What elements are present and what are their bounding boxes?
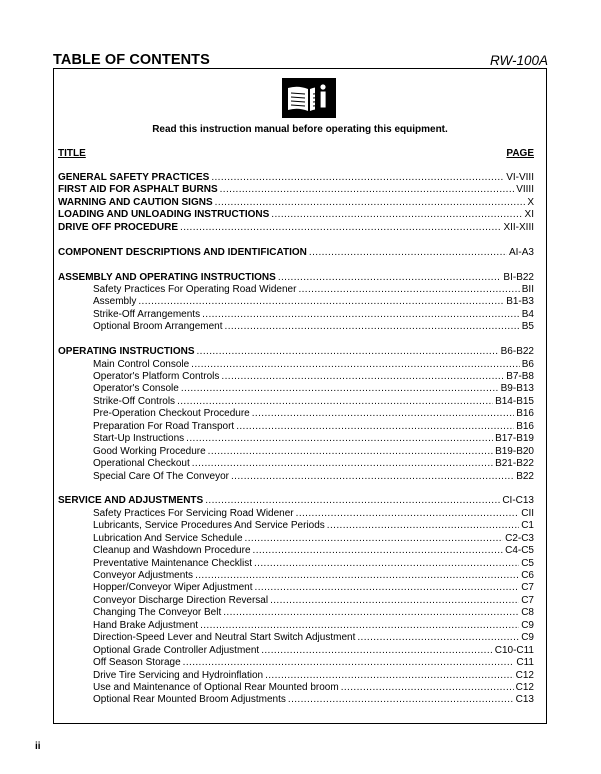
toc-section-entry <box>58 172 534 184</box>
dot-leader <box>186 433 493 445</box>
toc-subsection-entry <box>58 670 534 682</box>
toc-entry-page: CII <box>521 507 534 519</box>
dot-leader <box>177 396 493 408</box>
dot-leader <box>200 620 519 632</box>
toc-entry-title: Lubricants, Service Procedures And Service Periods <box>93 520 325 532</box>
toc-entry-title: Cleanup and Washdown Procedure <box>93 545 251 557</box>
dot-leader <box>231 471 514 483</box>
dot-leader <box>253 545 504 557</box>
toc-subsection-entry <box>58 396 534 408</box>
dot-leader <box>288 694 514 706</box>
toc-entry-page: C12 <box>515 669 534 681</box>
dot-leader <box>191 359 520 371</box>
toc-entry-title: OPERATING INSTRUCTIONS <box>58 346 195 358</box>
toc-section-entry <box>58 197 534 209</box>
toc-entry-page: BI-B22 <box>503 271 534 283</box>
toc-entry-page: X <box>527 196 534 208</box>
toc-entry-title: LOADING AND UNLOADING INSTRUCTIONS <box>58 209 270 221</box>
toc-entry-page: AI-A3 <box>508 246 534 258</box>
toc-entry-title: Optional Rear Mounted Broom Adjustments <box>93 694 286 706</box>
toc-subsection-entry <box>58 694 534 706</box>
toc-entry-title: Off Season Storage <box>93 657 181 669</box>
toc-entry-title: Optional Broom Arrangement <box>93 321 223 333</box>
toc-entry-page: B19-B20 <box>495 445 534 457</box>
toc-entry-title: Preparation For Road Transport <box>93 420 235 432</box>
toc-entry-title: Lubrication And Service Schedule <box>93 532 243 544</box>
toc-entry-page: XI <box>524 209 534 221</box>
dot-leader <box>181 383 499 395</box>
toc-entry-title: Strike-Off Controls <box>93 395 176 407</box>
table-of-contents <box>58 172 534 707</box>
toc-entry-title: Use and Maintenance of Optional Rear Mounted broom <box>93 681 339 693</box>
toc-entry-title: Safety Practices For Servicing Road Widener <box>93 507 294 519</box>
toc-subsection-entry <box>58 508 534 520</box>
toc-entry-title: GENERAL SAFETY PRACTICES <box>58 172 210 183</box>
dot-leader <box>215 197 526 209</box>
toc-entry-title: Start-Up Instructions <box>93 433 185 445</box>
toc-subsection-entry <box>58 620 534 632</box>
toc-entry-page: C12 <box>515 681 534 693</box>
toc-section-entry <box>58 209 534 221</box>
toc-section-entry <box>58 247 534 259</box>
toc-entry-page: B6 <box>521 358 534 370</box>
toc-entry-page: C7 <box>521 582 534 594</box>
toc-entry-page: B7-B8 <box>506 371 534 382</box>
dot-leader <box>183 657 515 669</box>
toc-entry-title: Conveyor Discharge Direction Reversal <box>93 594 269 606</box>
toc-entry-page: B9-B13 <box>500 383 534 395</box>
dot-leader <box>205 495 500 507</box>
toc-entry-title: Main Control Console <box>93 358 190 370</box>
dot-leader <box>202 309 520 321</box>
dot-leader <box>225 321 520 333</box>
toc-entry-title: Good Working Procedure <box>93 445 206 457</box>
toc-entry-title: Special Care Of The Conveyor <box>93 470 229 482</box>
dot-leader <box>255 582 520 594</box>
toc-section-entry <box>58 346 534 358</box>
page-column-header: PAGE <box>506 148 534 159</box>
toc-subsection-entry <box>58 533 534 545</box>
dot-leader <box>236 421 514 433</box>
dot-leader <box>271 209 522 221</box>
dot-leader <box>265 670 514 682</box>
toc-entry-title: Preventative Maintenance Checklist <box>93 557 252 569</box>
toc-entry-page: C11 <box>516 657 534 669</box>
toc-section-entry <box>58 272 534 284</box>
dot-leader <box>357 632 519 644</box>
page-number: ii <box>35 741 41 752</box>
dot-leader <box>296 508 520 520</box>
toc-entry-page: C8 <box>521 607 534 619</box>
toc-entry-title: DRIVE OFF PROCEDURE <box>58 221 179 233</box>
dot-leader <box>221 371 504 383</box>
dot-leader <box>192 458 493 470</box>
toc-subsection-entry <box>58 284 534 296</box>
dot-leader <box>211 172 504 184</box>
toc-subsection-entry <box>58 471 534 483</box>
toc-entry-page: VI-VIII <box>506 172 534 183</box>
toc-entry-page: C6 <box>521 570 534 581</box>
toc-entry-page: BII <box>521 283 534 295</box>
toc-subsection-entry <box>58 595 534 607</box>
toc-entry-page: B5 <box>521 321 534 333</box>
toc-entry-page: C5 <box>521 557 534 569</box>
toc-entry-title: COMPONENT DESCRIPTIONS AND IDENTIFICATION <box>58 246 307 258</box>
toc-entry-title: Direction-Speed Lever and Neutral Start Switch Adjustment <box>93 632 356 644</box>
dot-leader <box>298 284 519 296</box>
dot-leader <box>245 533 504 545</box>
toc-section-entry <box>58 184 534 196</box>
toc-entry-page: CI-C13 <box>502 495 534 507</box>
info-manual-icon <box>282 78 336 118</box>
toc-entry-page: B16 <box>516 408 534 420</box>
toc-entry-page: C2-C3 <box>505 532 534 544</box>
toc-subsection-entry <box>58 446 534 458</box>
toc-entry-page: XII-XIII <box>503 221 534 233</box>
toc-entry-page: B17-B19 <box>495 433 534 445</box>
toc-entry-page: C7 <box>521 594 534 606</box>
toc-entry-page: VIIII <box>516 184 534 196</box>
toc-subsection-entry <box>58 421 534 433</box>
toc-entry-title: Hopper/Conveyor Wiper Adjustment <box>93 582 253 594</box>
toc-entry-title: Operator's Console <box>93 383 179 395</box>
toc-section-entry <box>58 495 534 507</box>
page-title: TABLE OF CONTENTS <box>53 52 210 68</box>
toc-subsection-entry <box>58 657 534 669</box>
toc-subsection-entry <box>58 371 534 383</box>
dot-leader <box>223 607 519 619</box>
toc-subsection-entry <box>58 383 534 395</box>
toc-entry-title: Optional Grade Controller Adjustment <box>93 644 260 656</box>
dot-leader <box>278 272 502 284</box>
toc-subsection-entry <box>58 632 534 644</box>
toc-entry-page: B4 <box>521 308 534 320</box>
dot-leader <box>254 558 519 570</box>
toc-subsection-entry <box>58 309 534 321</box>
section-spacer <box>58 259 534 271</box>
toc-entry-page: C1 <box>521 520 534 532</box>
toc-subsection-entry <box>58 645 534 657</box>
dot-leader <box>220 184 515 196</box>
toc-subsection-entry <box>58 682 534 694</box>
toc-subsection-entry <box>58 545 534 557</box>
dot-leader <box>138 296 504 308</box>
toc-entry-page: B6-B22 <box>500 346 534 358</box>
dot-leader <box>261 645 493 657</box>
dot-leader <box>195 570 519 582</box>
toc-entry-page: C9 <box>521 619 534 631</box>
toc-entry-page: C9 <box>521 632 534 644</box>
toc-section-entry <box>58 222 534 234</box>
dot-leader <box>196 346 498 358</box>
title-column-header: TITLE <box>58 148 86 159</box>
toc-entry-title: Pre-Operation Checkout Procedure <box>93 408 250 420</box>
toc-entry-page: B14-B15 <box>495 395 534 407</box>
toc-entry-title: ASSEMBLY AND OPERATING INSTRUCTIONS <box>58 271 276 283</box>
toc-entry-title: WARNING AND CAUTION SIGNS <box>58 196 213 208</box>
toc-subsection-entry <box>58 558 534 570</box>
dot-leader <box>180 222 501 234</box>
toc-subsection-entry <box>58 607 534 619</box>
dot-leader <box>309 247 507 259</box>
toc-entry-title: SERVICE AND ADJUSTMENTS <box>58 495 204 507</box>
dot-leader <box>270 595 519 607</box>
toc-entry-page: B22 <box>516 470 534 482</box>
section-spacer <box>58 334 534 346</box>
toc-subsection-entry <box>58 520 534 532</box>
dot-leader <box>341 682 514 694</box>
section-spacer <box>58 483 534 495</box>
toc-entry-page: B21-B22 <box>495 458 534 470</box>
toc-entry-title: Strike-Off Arrangements <box>93 308 201 320</box>
toc-subsection-entry <box>58 359 534 371</box>
dot-leader <box>252 408 514 420</box>
dot-leader <box>327 520 519 532</box>
toc-entry-title: Operational Checkout <box>93 458 190 470</box>
toc-entry-title: FIRST AID FOR ASPHALT BURNS <box>58 184 218 196</box>
toc-entry-title: Assembly <box>93 296 137 308</box>
read-manual-notice: Read this instruction manual before operating this equipment. <box>152 124 448 135</box>
dot-leader <box>208 446 493 458</box>
toc-entry-page: B1-B3 <box>506 296 534 308</box>
toc-subsection-entry <box>58 408 534 420</box>
toc-entry-title: Conveyor Adjustments <box>93 570 194 581</box>
toc-entry-page: C4-C5 <box>505 545 534 557</box>
toc-subsection-entry <box>58 458 534 470</box>
toc-entry-title: Operator's Platform Controls <box>93 371 220 382</box>
toc-entry-page: B16 <box>516 420 534 432</box>
toc-entry-title: Hand Brake Adjustment <box>93 619 199 631</box>
document-code: RW-100A <box>489 53 548 68</box>
toc-entry-title: Drive Tire Servicing and Hydroinflation <box>93 669 264 681</box>
toc-subsection-entry <box>58 321 534 333</box>
toc-entry-page: C10-C11 <box>494 644 534 656</box>
toc-entry-title: Changing The Conveyor Belt <box>93 607 222 619</box>
toc-entry-title: Safety Practices For Operating Road Widener <box>93 283 297 295</box>
toc-subsection-entry <box>58 433 534 445</box>
toc-subsection-entry <box>58 582 534 594</box>
toc-subsection-entry <box>58 296 534 308</box>
toc-entry-page: C13 <box>515 694 534 706</box>
toc-subsection-entry <box>58 570 534 582</box>
section-spacer <box>58 234 534 246</box>
